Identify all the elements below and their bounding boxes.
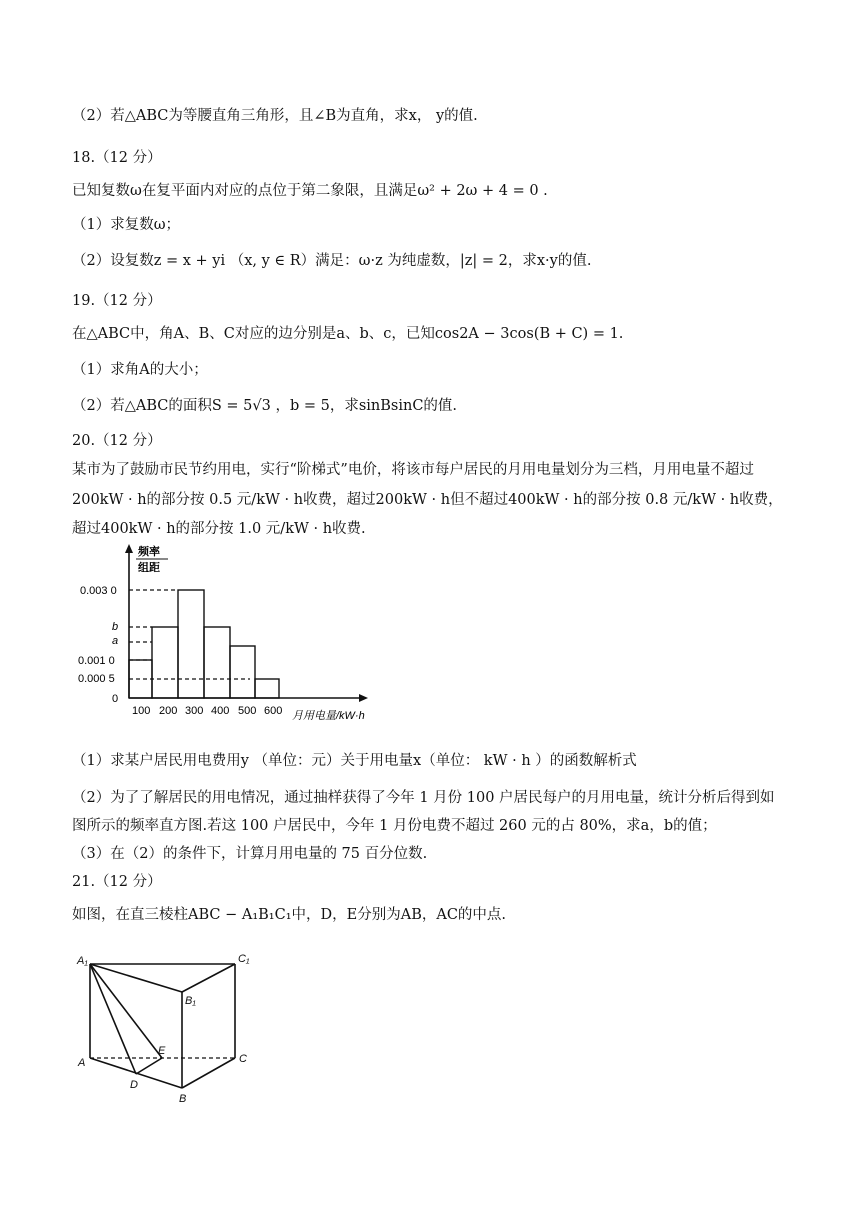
q19-header: 19.（12 分） bbox=[72, 293, 162, 309]
ytick-0.0010: 0.001 0 bbox=[78, 655, 115, 667]
label-B: B bbox=[179, 1093, 187, 1105]
ytick-0.0030: 0.003 0 bbox=[80, 585, 117, 597]
label-B1: B₁ bbox=[185, 995, 196, 1007]
q20-part2-a: （2）为了了解居民的用电情况，通过抽样获得了今年 1 月份 100 户居民每户的月用电量，统计分析后得到如 bbox=[72, 790, 775, 806]
label-A: A bbox=[78, 1057, 86, 1069]
ytick-0.0005: 0.000 5 bbox=[78, 673, 115, 685]
xtick-200: 200 bbox=[159, 705, 178, 717]
q20-part1: （1）求某户居民用电费用y （单位：元）关于用电量x（单位： kW · h ）的函数解析式 bbox=[72, 753, 637, 769]
ytick-b: b bbox=[112, 621, 119, 633]
bar-600-700 bbox=[255, 679, 279, 698]
prism-diagram bbox=[72, 948, 252, 1108]
label-D: D bbox=[130, 1079, 138, 1091]
bar-200-300 bbox=[152, 627, 178, 698]
q21-header: 21.（12 分） bbox=[72, 874, 162, 890]
q20-header: 20.（12 分） bbox=[72, 433, 162, 449]
q18-stem: 已知复数ω在复平面内对应的点位于第二象限，且满足ω² + 2ω + 4 = 0 . bbox=[72, 183, 548, 199]
label-E: E bbox=[158, 1045, 166, 1057]
q19-part1: （1）求角A的大小； bbox=[72, 362, 208, 378]
y-label-top: 频率 bbox=[138, 546, 160, 558]
xtick-600: 600 bbox=[264, 705, 283, 717]
q18-part1: （1）求复数ω； bbox=[72, 217, 181, 233]
q20-stem-1: 某市为了鼓励市民节约用电，实行“阶梯式”电价，将该市每户居民的月用电量划分为三档，月用电量不超过 bbox=[72, 462, 754, 478]
xtick-100: 100 bbox=[132, 705, 151, 717]
q21-stem: 如图，在直三棱柱ABC − A₁B₁C₁中，D，E分别为AB，AC的中点. bbox=[72, 907, 507, 923]
ytick-0: 0 bbox=[112, 693, 119, 705]
xtick-300: 300 bbox=[185, 705, 204, 717]
xtick-500: 500 bbox=[238, 705, 257, 717]
q19-stem: 在△ABC中，角A、B、C对应的边分别是a、b、c，已知cos2A − 3cos(B + C) = 1. bbox=[72, 326, 624, 342]
q20-stem-3: 超过400kW · h的部分按 1.0 元/kW · h收费. bbox=[72, 521, 366, 537]
q17-part2: （2）若△ABC为等腰直角三角形，且∠B为直角，求x， y的值. bbox=[72, 108, 478, 124]
q18-part2: （2）设复数z = x + yi （x, y ∈ R）满足：ω·z 为纯虚数，|z| = 2，求x·y的值. bbox=[72, 253, 592, 269]
q20-stem-2: 200kW · h的部分按 0.5 元/kW · h收费，超过200kW · h但不超过400kW · h的部分按 0.8 元/kW · h收费， bbox=[72, 492, 783, 508]
bar-400-500 bbox=[204, 627, 230, 698]
xtick-400: 400 bbox=[211, 705, 230, 717]
q18-header: 18.（12 分） bbox=[72, 150, 162, 166]
x-axis-label: 月用电量/kW·h bbox=[292, 710, 365, 722]
q19-part2: （2）若△ABC的面积S = 5√3 ，b = 5，求sinBsinC的值. bbox=[72, 398, 458, 414]
y-label-bottom: 组距 bbox=[138, 562, 160, 574]
frequency-histogram bbox=[72, 538, 402, 723]
q20-part2-b: 图所示的频率直方图.若这 100 户居民中，今年 1 月份电费不超过 260 元的占 80%，求a，b的值； bbox=[72, 818, 717, 834]
ytick-a: a bbox=[112, 635, 119, 647]
q20-part3: （3）在（2）的条件下，计算月用电量的 75 百分位数. bbox=[72, 846, 428, 862]
label-A1: A₁ bbox=[77, 955, 88, 967]
bar-500-600 bbox=[230, 646, 255, 698]
bar-300-400 bbox=[178, 590, 204, 698]
label-C: C bbox=[239, 1053, 247, 1065]
label-C1: C₁ bbox=[238, 953, 250, 965]
